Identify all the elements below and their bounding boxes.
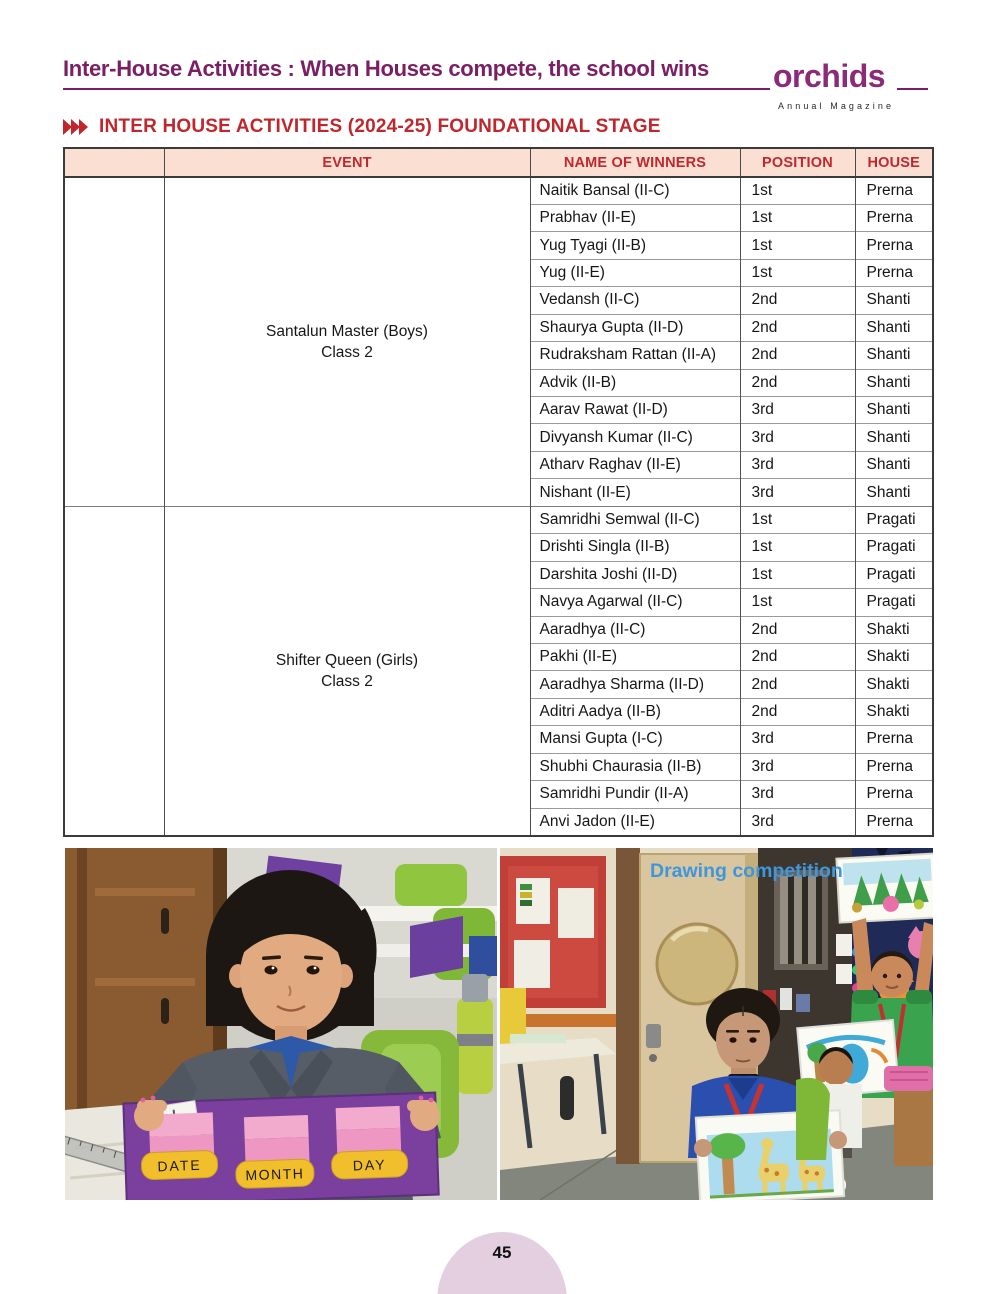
event-class: Class 2: [321, 343, 373, 361]
winner-position-cell: 1st: [740, 204, 855, 231]
winner-name-cell: Naitik Bansal (II-C): [530, 177, 740, 204]
winner-name-cell: Samridhi Pundir (II-A): [530, 781, 740, 808]
winner-house-cell: Shanti: [855, 314, 933, 341]
winner-name-cell: Shaurya Gupta (II-D): [530, 314, 740, 341]
winner-name-cell: Nishant (II-E): [530, 479, 740, 506]
triple-chevron-icon: [63, 119, 90, 135]
board-label-month: MONTH: [245, 1165, 305, 1184]
winner-house-cell: Shanti: [855, 369, 933, 396]
winner-position-cell: 2nd: [740, 643, 855, 670]
logo-subtitle: Annual Magazine: [778, 101, 895, 111]
winner-name-cell: Aarav Rawat (II-D): [530, 397, 740, 424]
winner-position-cell: 3rd: [740, 726, 855, 753]
winner-position-cell: 1st: [740, 506, 855, 533]
winner-position-cell: 2nd: [740, 671, 855, 698]
winner-position-cell: 2nd: [740, 616, 855, 643]
winner-name-cell: Mansi Gupta (I-C): [530, 726, 740, 753]
title-underline: [63, 88, 770, 90]
winner-position-cell: 1st: [740, 232, 855, 259]
winner-name-cell: Navya Agarwal (II-C): [530, 589, 740, 616]
winner-name-cell: Pakhi (II-E): [530, 643, 740, 670]
board-label-date: DATE: [157, 1156, 202, 1175]
winner-name-cell: Yug (II-E): [530, 259, 740, 286]
winner-name-cell: Prabhav (II-E): [530, 204, 740, 231]
winner-house-cell: Pragati: [855, 534, 933, 561]
winner-name-cell: Aaradhya Sharma (II-D): [530, 671, 740, 698]
column-header-winners: NAME OF WINNERS: [530, 148, 740, 177]
winner-name-cell: Anvi Jadon (II-E): [530, 808, 740, 835]
winner-position-cell: 3rd: [740, 808, 855, 835]
board-label-day: DAY: [352, 1156, 387, 1174]
table-row: [64, 177, 933, 204]
winner-name-cell: Aditri Aadya (II-B): [530, 698, 740, 725]
winner-name-cell: Divyansh Kumar (II-C): [530, 424, 740, 451]
winner-position-cell: 2nd: [740, 314, 855, 341]
photo-drawing-competition: [500, 848, 933, 1200]
winner-house-cell: Shanti: [855, 424, 933, 451]
winner-house-cell: Prerna: [855, 726, 933, 753]
winner-house-cell: Shakti: [855, 698, 933, 725]
winner-position-cell: 3rd: [740, 424, 855, 451]
column-header-position: POSITION: [740, 148, 855, 177]
table-header-row: [64, 148, 933, 177]
winner-position-cell: 3rd: [740, 479, 855, 506]
winner-house-cell: Prerna: [855, 781, 933, 808]
winner-house-cell: Shakti: [855, 643, 933, 670]
table-row: [64, 506, 933, 533]
column-header-house: HOUSE: [855, 148, 933, 177]
winner-name-cell: Aaradhya (II-C): [530, 616, 740, 643]
winner-position-cell: 3rd: [740, 781, 855, 808]
winner-house-cell: Pragati: [855, 561, 933, 588]
winner-name-cell: Rudraksham Rattan (II-A): [530, 342, 740, 369]
results-table: [63, 147, 934, 837]
event-index-cell: [64, 177, 164, 506]
winner-position-cell: 3rd: [740, 451, 855, 478]
winner-house-cell: Pragati: [855, 506, 933, 533]
winner-name-cell: Shubhi Chaurasia (II-B): [530, 753, 740, 780]
column-header-index: [64, 148, 164, 177]
craft-photo-illustration: [65, 848, 497, 1200]
winner-house-cell: Shakti: [855, 616, 933, 643]
event-name: Santalun Master (Boys): [266, 322, 428, 340]
winner-position-cell: 2nd: [740, 369, 855, 396]
winner-position-cell: 2nd: [740, 342, 855, 369]
event-cell: [164, 177, 530, 506]
winner-house-cell: Shanti: [855, 397, 933, 424]
winner-house-cell: Prerna: [855, 753, 933, 780]
winner-position-cell: 2nd: [740, 698, 855, 725]
column-header-event: EVENT: [164, 148, 530, 177]
drawing-photo-illustration: [500, 848, 933, 1200]
winner-name-cell: Samridhi Semwal (II-C): [530, 506, 740, 533]
winner-house-cell: Prerna: [855, 259, 933, 286]
logo-dash: [897, 88, 928, 90]
winner-position-cell: 1st: [740, 177, 855, 204]
page-title: Inter-House Activities : When Houses compete, the school wins: [63, 56, 709, 81]
winner-name-cell: Darshita Joshi (II-D): [530, 561, 740, 588]
winner-house-cell: Shanti: [855, 287, 933, 314]
winner-position-cell: 1st: [740, 534, 855, 561]
winner-name-cell: Atharv Raghav (II-E): [530, 451, 740, 478]
orchids-logo: orchids: [773, 58, 886, 94]
winner-position-cell: 3rd: [740, 753, 855, 780]
photo-craft-board: [65, 848, 497, 1200]
results-table-body: [64, 177, 933, 836]
section-heading-text: INTER HOUSE ACTIVITIES (2024-25) FOUNDATIONAL STAGE: [99, 116, 661, 137]
winner-house-cell: Prerna: [855, 232, 933, 259]
winner-name-cell: Vedansh (II-C): [530, 287, 740, 314]
event-index-cell: [64, 506, 164, 835]
winner-house-cell: Prerna: [855, 808, 933, 835]
winner-house-cell: Shakti: [855, 671, 933, 698]
winner-position-cell: 1st: [740, 589, 855, 616]
event-class: Class 2: [321, 672, 373, 690]
winner-name-cell: Drishti Singla (II-B): [530, 534, 740, 561]
page-number: 45: [492, 1243, 512, 1262]
winner-house-cell: Prerna: [855, 177, 933, 204]
winner-position-cell: 1st: [740, 259, 855, 286]
winner-house-cell: Shanti: [855, 451, 933, 478]
winner-name-cell: Yug Tyagi (II-B): [530, 232, 740, 259]
winner-house-cell: Prerna: [855, 204, 933, 231]
page-number-ellipse: [437, 1232, 567, 1294]
event-name: Shifter Queen (Girls): [275, 651, 419, 669]
winner-position-cell: 3rd: [740, 397, 855, 424]
photo-caption: Drawing competition: [650, 860, 843, 882]
section-heading: [63, 116, 661, 138]
event-cell: [164, 506, 530, 835]
winner-house-cell: Pragati: [855, 589, 933, 616]
winner-position-cell: 1st: [740, 561, 855, 588]
winner-position-cell: 2nd: [740, 287, 855, 314]
winner-house-cell: Shanti: [855, 342, 933, 369]
winner-house-cell: Shanti: [855, 479, 933, 506]
winner-name-cell: Advik (II-B): [530, 369, 740, 396]
